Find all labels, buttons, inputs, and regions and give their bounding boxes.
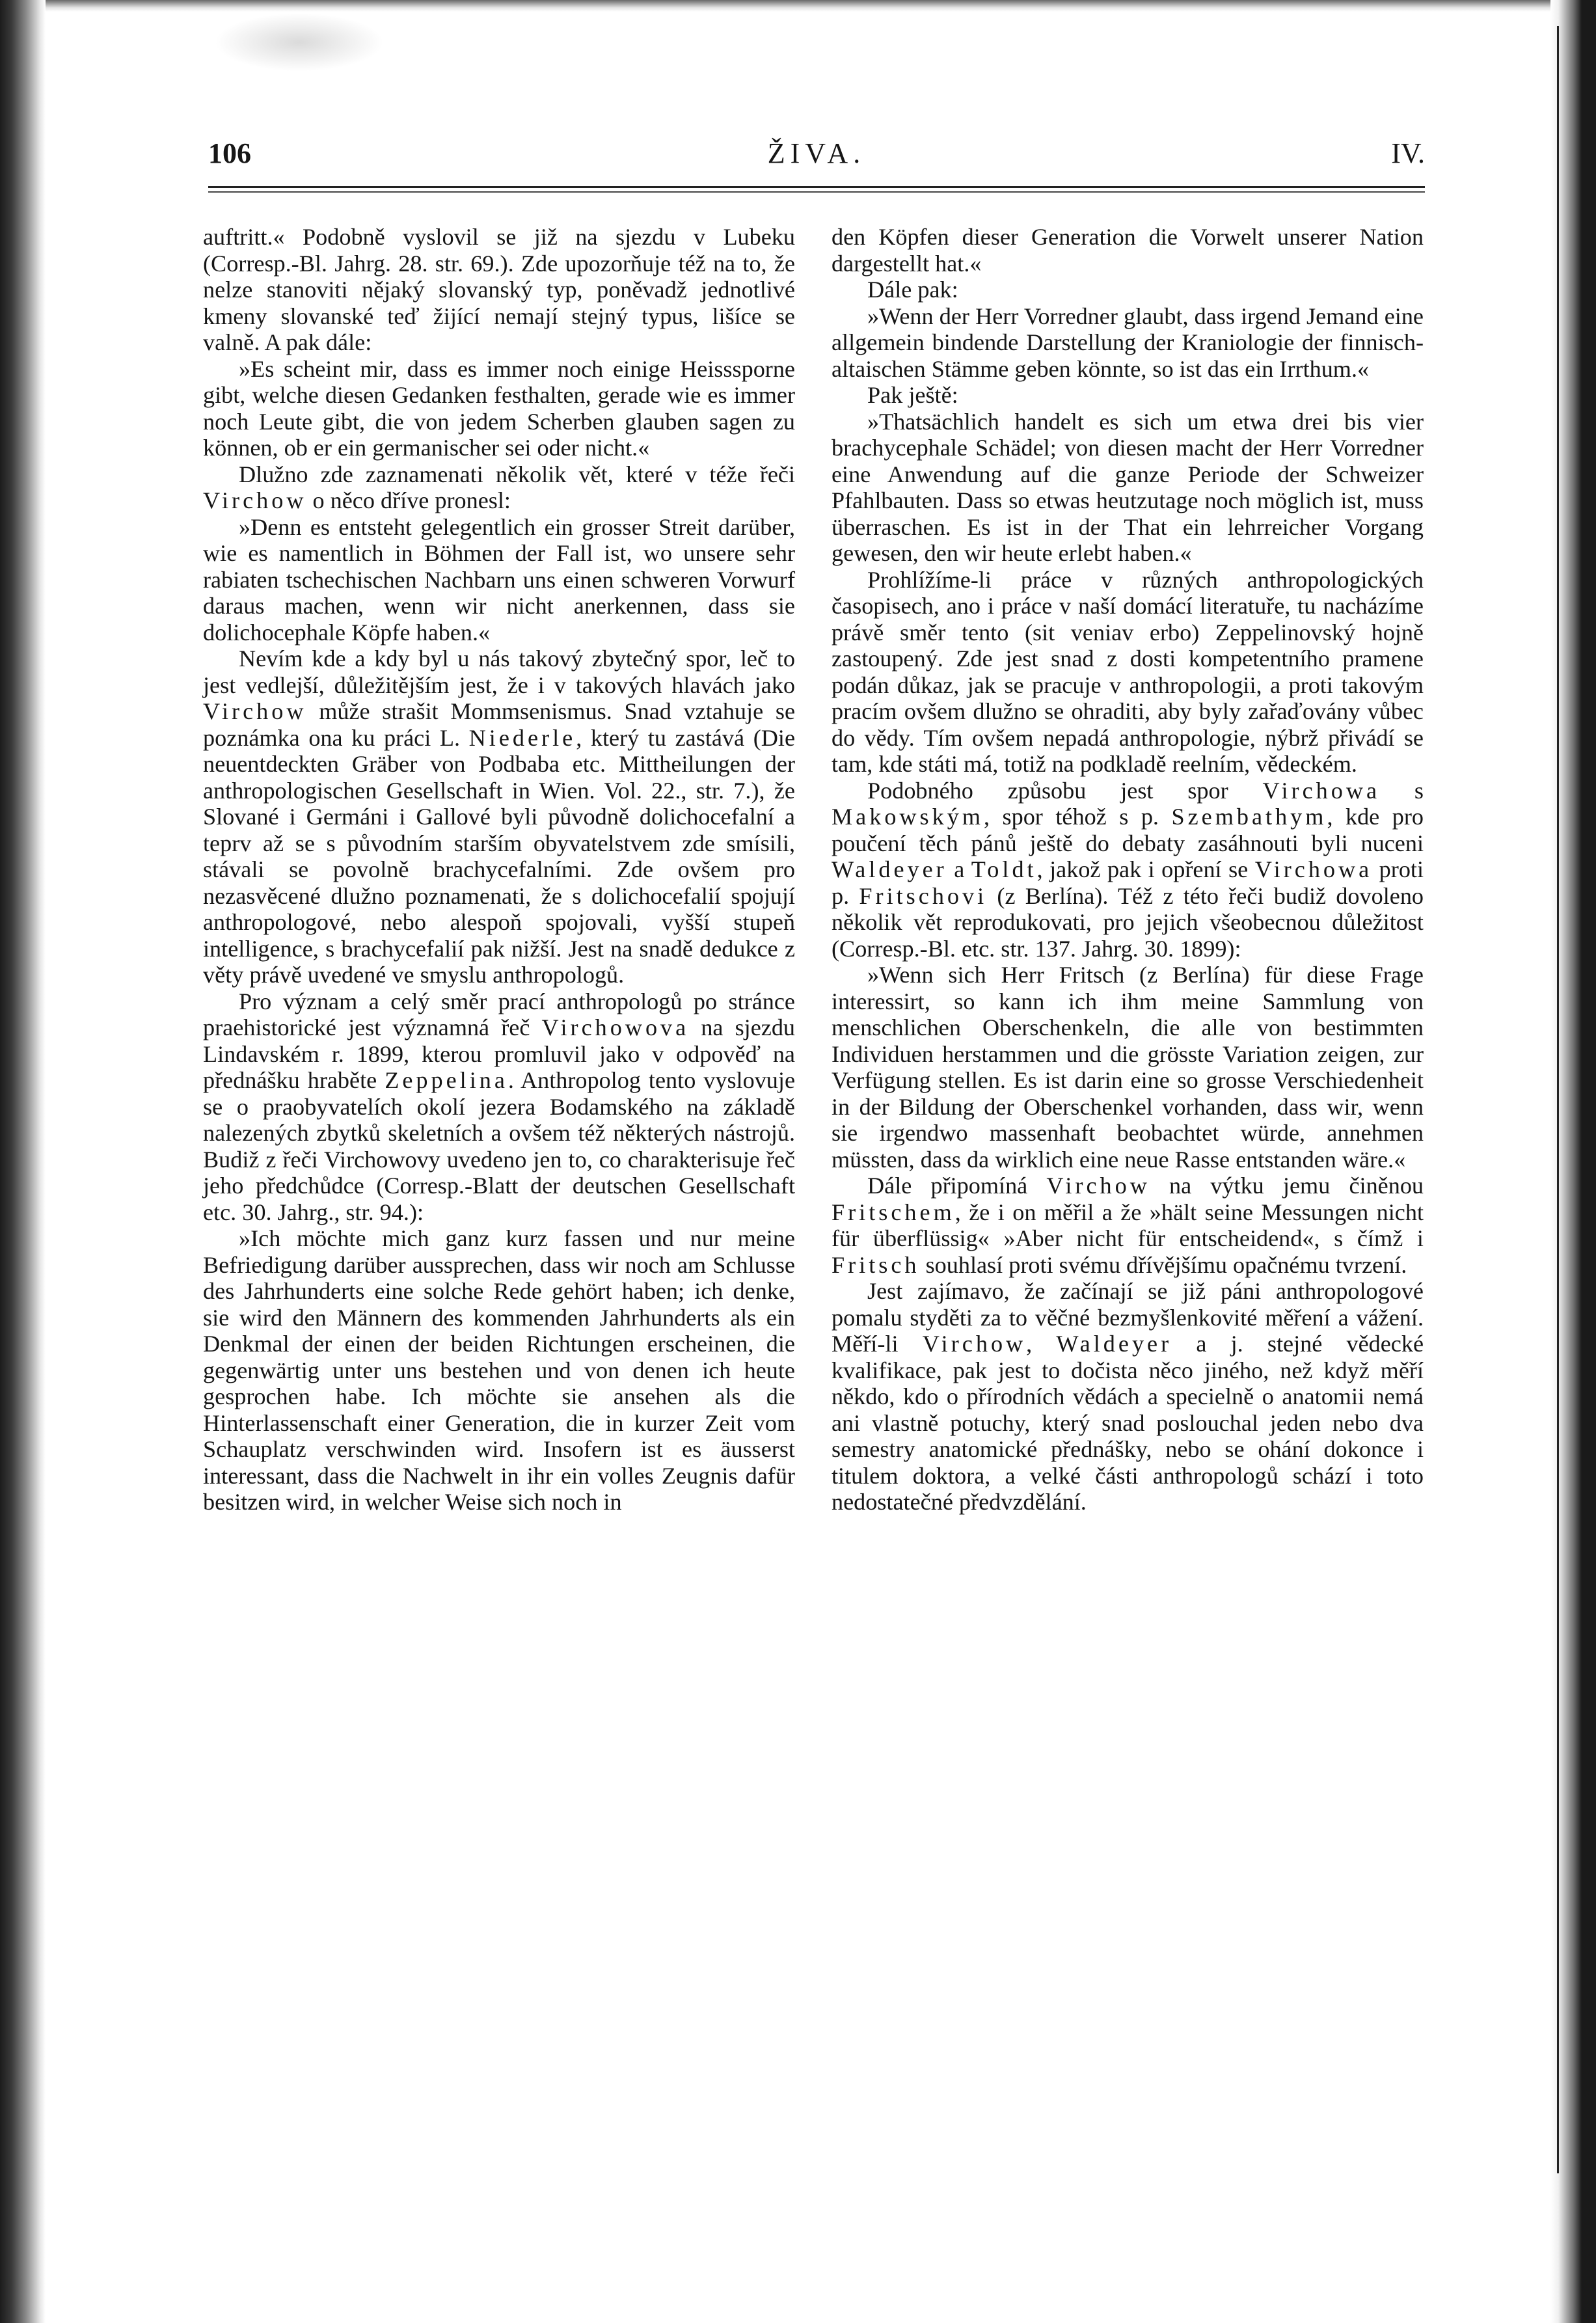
volume-number: IV. xyxy=(1391,137,1425,169)
quote-paragraph: »Wenn der Herr Vorredner glaubt, dass irgend Jemand eine allgemein bindende Darstellung der Kraniologie der finnisch-altaischen Stämme geben könnte, so ist das ein Irrthum.« xyxy=(832,303,1424,382)
page-number: 106 xyxy=(208,137,251,169)
person-name: Niederle xyxy=(468,724,576,751)
person-name: Waldeyer xyxy=(832,856,947,882)
scan-left-edge xyxy=(0,0,46,2323)
paragraph: Pro význam a celý směr prací anthropologů po stránce praehistorické jest významná řeč Virchowova na sjezdu Lindavském r. 1899, kterou promluvil jako v odpověď na přednášku hraběte Zeppelina. Anthropolog tento vyslovuje se o praobyvatelích okolí jezera Bodamského na základě nalezených zbytků skeletních a ovšem též některých nástrojů. Budiž z řeči Virchowovy uvedeno jen to, co charakterisuje řeč jeho předchůdce (Corresp.-Blatt der deutschen Gesellschaft etc. 30. Jahrg., str. 94.): xyxy=(203,988,796,1225)
person-name: Virchow xyxy=(203,698,307,724)
paragraph: Nevím kde a kdy byl u nás takový zbytečný spor, leč to jest vedlejší, důležitějším jest, že i v takových hlavách jako Virchow může strašit Mommsenismus. Snad vztahuje se poznámka ona ku práci L. Niederle, který tu zastává (Die neuentdeckten Gräber von Podbaba etc. Mittheilungen der anthropologischen Gesellschaft in Wien. Vol. 22., str. 7.), že Slované i Germáni i Gallové byli původně dolichocefalní a teprv až se s původním starším obyvatelstvem zde smísili, stávali se povolně brachycefalními. Zde ovšem pro nezasvěcené dlužno poznamenati, že s dolichocefalií spojují anthropologové, nebo alespoň spojovali, vyšší stupeň intelligence, s brachycefalií pak nižší. Jest na snadě dedukce z věty právě uvedené ve smyslu anthropologů. xyxy=(203,645,796,988)
header-rule-bottom xyxy=(208,191,1425,193)
person-name: Fritschovi xyxy=(859,882,988,909)
person-name: Toldt xyxy=(971,856,1037,882)
person-name: Virchowa xyxy=(1254,856,1373,882)
left-column xyxy=(203,224,795,1515)
scan-binding-line xyxy=(1557,26,1559,2173)
quote-paragraph: »Wenn sich Herr Fritsch (z Berlína) für diese Frage interessirt, so kann ich ihm meine Sammlung von menschlichen Oberschenkeln, die alle von bestimmten Individuen herstammen und die grösste Variation zeigen, zur Verfügung stellen. Es ist darin eine so grosse Verschiedenheit in der Bildung der Oberschenkel vorhanden, dass wir, wenn sie irgendwo massenhaft beobachtet würde, annehmen müssten, dass da wirklich eine neue Rasse entstanden wäre.« xyxy=(832,962,1424,1173)
person-name: Szembathym xyxy=(1171,804,1327,830)
person-name: Virchow xyxy=(1046,1173,1150,1199)
paragraph: auftritt.« Podobně vyslovil se již na sjezdu v Lubeku (Corresp.-Bl. Jahrg. 28. str. 69.). Zde upozorňuje též na to, že nelze stanoviti nějaký slovanský typ, poněvadž jednotlivé kmeny slovanské teď žijící nemají stejný typus, lišíce se valně. A pak dále: xyxy=(203,224,795,355)
quote-paragraph: »Denn es entsteht gelegentlich ein grosser Streit darüber, wie es namentlich in Böhmen der Fall ist, wo unsere sehr rabiaten tschechischen Nachbarn uns einen schweren Vorwurf daraus machen, wenn wir nicht anerkennen, dass sie dolichocephale Köpfe haben.« xyxy=(203,513,795,645)
person-name: Virchow xyxy=(203,487,307,513)
person-name: Fritsch xyxy=(832,1251,920,1278)
header-rule-top xyxy=(208,186,1425,188)
person-name: Virchow xyxy=(922,1331,1027,1357)
scan-smudge xyxy=(215,13,384,72)
paragraph: Pak ještě: xyxy=(867,382,958,408)
paragraph: Dále pak: xyxy=(867,277,958,303)
person-name: Virchowova xyxy=(541,1014,690,1040)
paragraph: Prohlížíme-li práce v různých anthropologických časopisech, ano i práce v naší domácí literatuře, tu nacházíme právě směr tento (sit veniav erbo) Zeppelinovský hojně zastoupený. Zde jest snad z dosti kompetentního pramene podán důkaz, jak se pracuje v anthropologii, a proti takovým pracím ovšem dlužno se ohraditi, aby byly zařaďovány vůbec do vědy. Tím ovšem nepadá anthropologie, nýbrž přivádí se tam, kde státi má, totiž na podkladě reelním, vědeckém. xyxy=(832,566,1424,777)
person-name: Virchowa xyxy=(1262,777,1381,804)
person-name: Makowským xyxy=(832,804,984,830)
scan-top-edge xyxy=(0,0,1596,12)
person-name: Zeppelina xyxy=(385,1067,508,1093)
person-name: Fritschem xyxy=(832,1199,955,1225)
paragraph: Dlužno zde zaznamenati několik vět, které v téže řeči Virchow o něco dříve pronesl: xyxy=(203,461,795,513)
paragraph: Dále připomíná Virchow na výtku jemu činěnou Fritschem, že i on měřil a že »hält seine Messungen nicht für überflüssig« »Aber nicht für entscheidend«, s čímž i Fritsch souhlasí proti svému dřívějšímu opačnému tvrzení. xyxy=(832,1173,1424,1278)
right-column xyxy=(832,224,1424,1515)
quote-paragraph: »Thatsächlich handelt es sich um etwa drei bis vier brachycephale Schädel; von diesen macht der Herr Vorredner eine Anwendung auf die ganze Periode der Schweizer Pfahlbauten. Dass so etwas heutzutage noch möglich ist, muss überraschen. Es ist in der That ein lehrreicher Vorgang gewesen, den wir heute erlebt haben.« xyxy=(832,408,1424,566)
quote-paragraph: »Ich möchte mich ganz kurz fassen und nur meine Befriedigung darüber aussprechen, dass wir noch am Schlusse des Jahrhunderts eine solche Rede gehört haben; ich denke, sie wird den Männern des kommenden Jahrhunderts als ein Denkmal der einen der beiden Richtungen erscheinen, die gegenwärtig unter uns bestehen und von denen ich heute gesprochen habe. Ich möchte sie ansehen als die Hinterlassenschaft einer Generation, die in kurzer Zeit vom Schauplatz verschwinden wird. Insofern ist es äusserst interessant, dass die Nachwelt in ihr ein volles Zeugnis dafür besitzen wird, in welcher Weise sich noch in xyxy=(203,1225,795,1515)
person-name: Waldeyer xyxy=(1056,1331,1172,1357)
journal-title: ŽIVA. xyxy=(767,137,866,169)
quote-paragraph: »Es scheint mir, dass es immer noch einige Heisssporne gibt, welche diesen Gedanken festhalten, gerade wie es immer noch Leute gibt, die von jedem Scherben glauben sagen zu können, ob er ein germanischer sei oder nicht.« xyxy=(203,355,795,461)
paragraph: Jest zajímavo, že začínají se již páni anthropologové pomalu styděti za to věčné bezmyšlenkovité měření a vážení. Měří-li Virchow, Waldeyer a j. stejné vědecké kvalifikace, pak jest to dočista něco jiného, než když měří někdo, kdo o přírodních vědách a specielně o anatomii nemá ani vlastně potuchy, který snad poslouchal jeden nebo dva semestry anatomické přednášky, nebo se ohání dokonce i titulem doktora, a velké části anthropologů schází i toto nedostatečné předvzdělání. xyxy=(832,1278,1424,1515)
page-header xyxy=(208,137,1425,176)
quote-paragraph: den Köpfen dieser Generation die Vorwelt unserer Nation dargestellt hat.« xyxy=(832,224,1424,277)
paragraph: Podobného způsobu jest spor Virchowa s Makowským, spor téhož s p. Szembathym, kde pro poučení těch pánů ještě do debaty zasáhnouti byli nuceni Waldeyer a Toldt, jakož pak i opření se Virchowa proti p. Fritschovi (z Berlína). Též z této řeči budiž dovoleno několik vět reprodukovati, pro jejich všeobecnou důležitost (Corresp.-Bl. etc. str. 137. Jahrg. 30. 1899): xyxy=(832,777,1424,962)
